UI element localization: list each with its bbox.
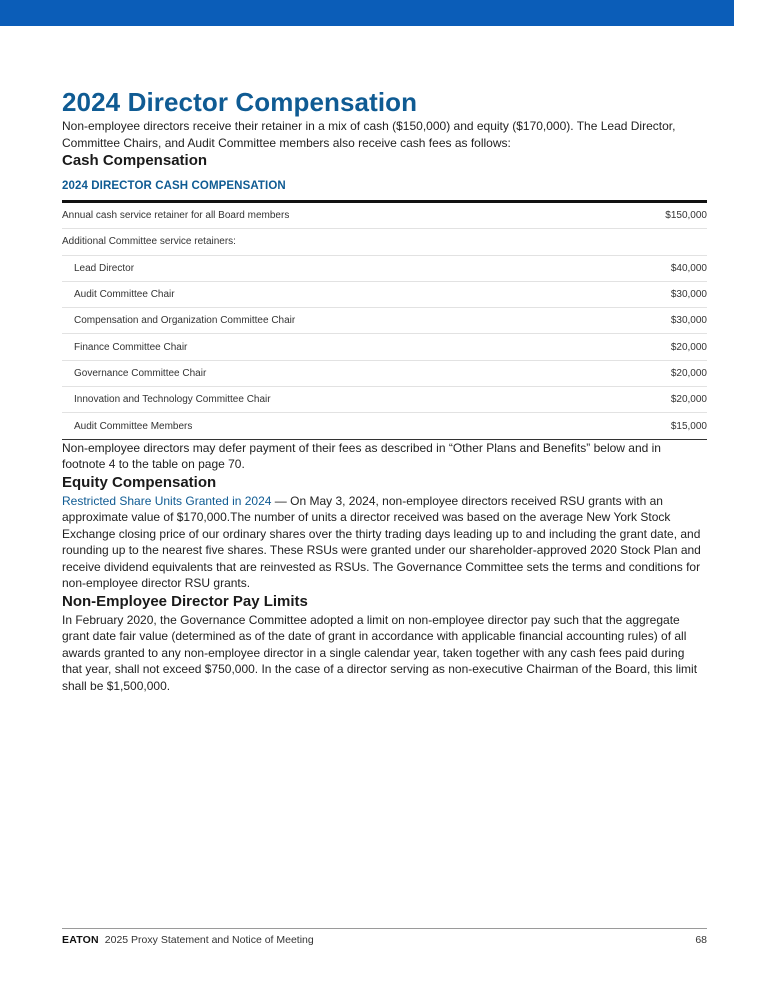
page-footer [62,934,707,947]
row-amount: $150,000 [607,202,707,229]
equity-paragraph [62,493,707,592]
row-amount: $15,000 [670,420,707,432]
table-row [62,308,707,334]
row-amount: $40,000 [607,255,707,281]
equity-text: — On May 3, 2024, non-employee directors received RSU grants with an approximate value of $170,000.The number of units a director received was based on the average New York Stock Exchange closing price of our ordinary shares over the thirty trading days leading up to and including the grant date, and rounding up to the nearest five shares. These RSUs were granted under our shareholder-approved 2020 Stock Plan and receive dividend equivalents that are reinvested as RSUs. The Governance Committee sets the terms and conditions for non-employee director RSU grants. [62,493,701,591]
equity-compensation-heading: Equity Compensation [62,473,217,491]
pay-limits-heading: Non-Employee Director Pay Limits [62,592,308,610]
pay-limits-paragraph: In February 2020, the Governance Committee adopted a limit on non-employee director pay such that the aggregate grant date fair value (determined as of the date of grant in accordance with applicable financial accounting rules) of all awards granted to any non-employee director in a single calendar year, taken together with any cash fees paid during that year, shall not exceed $750,000. In the case of a director serving as non-executive Chairman of the Board, this limit shall be $1,500,000. [62,612,698,693]
row-label: Additional Committee service retainers: [62,229,607,255]
row-label: Finance Committee Chair [62,334,607,360]
table-row [62,413,707,439]
table-row [62,334,707,360]
row-amount: $30,000 [607,308,707,334]
row-amount: $20,000 [607,360,707,386]
table-row [62,387,707,413]
row-amount: $20,000 [607,334,707,360]
row-label: Lead Director [62,255,607,281]
page-content [62,86,707,694]
page-title: 2024 Director Compensation [62,87,418,117]
table-row [62,360,707,386]
intro-paragraph: Non-employee directors receive their retainer in a mix of cash ($150,000) and equity ($170,000). The Lead Director, Committee Chairs, and Audit Committee members also receive cash fees as follows: [62,119,676,150]
cash-compensation-heading: Cash Compensation [62,152,208,169]
deferral-note: Non-employee directors may defer payment of their fees as described in “Other Plans and Benefits” below and in footnote 4 to the table on page 70. [62,440,661,472]
table-row [62,255,707,281]
footer-divider [62,928,707,929]
footer-doc-title: 2025 Proxy Statement and Notice of Meeting [104,934,314,946]
row-label: Audit Committee Members [74,420,193,432]
page-number: 68 [695,934,707,946]
eaton-logo: EATON [62,934,99,946]
row-label: Innovation and Technology Committee Chair [62,387,607,413]
row-amount: $20,000 [607,387,707,413]
cash-table-title: 2024 DIRECTOR CASH COMPENSATION [62,180,286,192]
row-amount [607,229,707,255]
table-row [62,281,707,307]
table-row [62,202,707,229]
row-label: Compensation and Organization Committee Chair [62,308,607,334]
cash-compensation-table [62,200,707,440]
top-color-bar [0,0,734,26]
row-label: Annual cash service retainer for all Board members [62,202,607,229]
row-label: Governance Committee Chair [62,360,607,386]
rsu-grant-link[interactable]: Restricted Share Units Granted in 2024 [62,493,272,508]
row-amount: $30,000 [607,281,707,307]
table-row [62,229,707,255]
row-label: Audit Committee Chair [62,281,607,307]
